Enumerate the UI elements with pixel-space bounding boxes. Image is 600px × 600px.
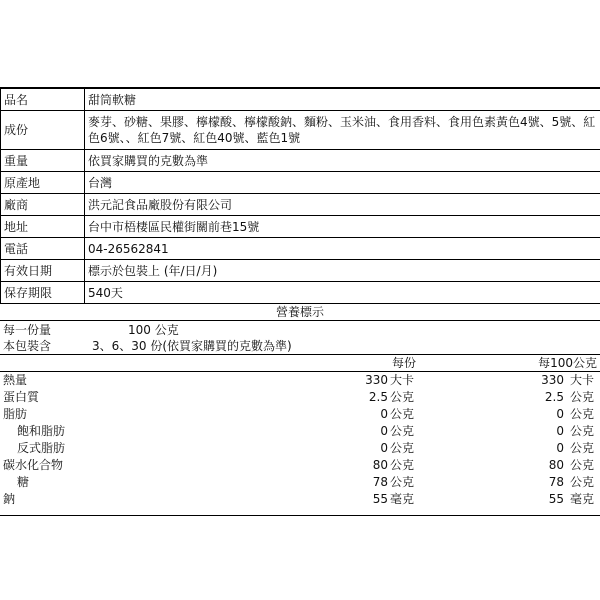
nutrient-per-100g: 55 (548, 492, 564, 506)
nutrient-per-100g: 78 (548, 475, 564, 489)
nutrient-name: 糖 (17, 475, 30, 489)
nutrition-row (0, 389, 600, 406)
nutrient-unit-per-serving: 公克 (390, 475, 415, 489)
nutrition-row (0, 474, 600, 491)
nutrient-name: 飽和脂肪 (17, 424, 66, 438)
nutrient-unit-per-100g: 公克 (570, 441, 595, 455)
product-info-label: 保存期限 (1, 282, 85, 304)
product-info-row (1, 89, 600, 111)
product-info-label: 品名 (1, 89, 85, 111)
nutrient-name: 熱量 (3, 373, 28, 387)
product-info-value: 甜筒軟糖 (85, 89, 600, 111)
nutrient-per-100g: 330 (541, 373, 564, 387)
nutrient-per-100g: 2.5 (544, 390, 564, 404)
product-info-label: 地址 (1, 216, 85, 238)
nutrient-unit-per-100g: 公克 (570, 475, 595, 489)
serving-info (0, 321, 600, 355)
nutrient-unit-per-serving: 毫克 (390, 492, 415, 506)
nutrient-unit-per-serving: 公克 (390, 390, 415, 404)
nutrition-row (0, 406, 600, 423)
product-info-value: 540天 (85, 282, 600, 304)
nutrient-per-serving: 0 (380, 407, 388, 421)
serving-size-value: 100 公克 (128, 323, 179, 337)
nutrient-per-100g: 0 (556, 407, 564, 421)
nutrient-per-serving: 330 (365, 373, 388, 387)
nutrient-unit-per-serving: 公克 (390, 424, 415, 438)
nutrition-row (0, 491, 600, 508)
nutrient-per-serving: 0 (380, 424, 388, 438)
nutrient-name: 蛋白質 (3, 390, 40, 404)
product-info-row (1, 260, 600, 282)
column-per-100g: 每100公克 (538, 356, 597, 370)
nutrient-unit-per-serving: 大卡 (390, 373, 415, 387)
product-info-value: 台中市梧棲區民權街關前巷15號 (85, 216, 600, 238)
nutrition-row (0, 423, 600, 440)
product-info-row (1, 150, 600, 172)
servings-label: 本包裝含 (3, 339, 52, 353)
product-info-label: 有效日期 (1, 260, 85, 282)
product-info-value: 標示於包裝上 (年/日/月) (85, 260, 600, 282)
nutrition-column-headers (0, 355, 600, 372)
product-info-value: 麥芽、砂糖、果膠、檸檬酸、檸檬酸鈉、麵粉、玉米油、食用香料、食用色素黃色4號、5號、紅色6號、、紅色7號、紅色40號、藍色1號 (85, 111, 600, 150)
product-info-value: 04-26562841 (85, 238, 600, 260)
column-per-serving: 每份 (391, 356, 416, 370)
nutrient-unit-per-100g: 公克 (570, 424, 595, 438)
nutrient-unit-per-serving: 公克 (390, 407, 415, 421)
nutrient-per-serving: 2.5 (368, 390, 388, 404)
nutrient-unit-per-100g: 公克 (570, 458, 595, 472)
nutrient-name: 脂肪 (3, 407, 28, 421)
nutrient-unit-per-100g: 大卡 (570, 373, 595, 387)
nutrient-unit-per-100g: 公克 (570, 390, 595, 404)
nutrient-per-serving: 78 (372, 475, 388, 489)
serving-size-label: 每一份量 (3, 323, 52, 337)
product-info-row (1, 172, 600, 194)
nutrient-per-100g: 0 (556, 424, 564, 438)
nutrient-unit-per-100g: 毫克 (570, 492, 595, 506)
servings-value: 3、6、30 份(依買家購買的克數為準) (92, 339, 292, 353)
nutrient-unit-per-serving: 公克 (390, 458, 415, 472)
product-info-label: 重量 (1, 150, 85, 172)
nutrition-row (0, 457, 600, 474)
nutrient-per-100g: 0 (556, 441, 564, 455)
nutrition-title: 營養標示 (0, 304, 600, 321)
nutrition-rows (0, 372, 600, 508)
product-info-value: 台灣 (85, 172, 600, 194)
nutrient-per-serving: 55 (372, 492, 388, 506)
product-info-row (1, 282, 600, 304)
nutrient-per-serving: 0 (380, 441, 388, 455)
nutrient-unit-per-serving: 公克 (390, 441, 415, 455)
nutrient-per-serving: 80 (372, 458, 388, 472)
product-info-value: 洪元記食品廠股份有限公司 (85, 194, 600, 216)
nutrient-name: 反式脂肪 (17, 441, 66, 455)
nutrition-row (0, 372, 600, 389)
product-info-label: 廠商 (1, 194, 85, 216)
nutrition-row (0, 440, 600, 457)
product-info-row (1, 111, 600, 150)
product-info-label: 原產地 (1, 172, 85, 194)
nutrient-name: 鈉 (3, 492, 16, 506)
product-info-row (1, 238, 600, 260)
product-info-row (1, 216, 600, 238)
product-info-value: 依買家購買的克數為準 (85, 150, 600, 172)
product-label-sheet (0, 87, 600, 516)
product-info-label: 電話 (1, 238, 85, 260)
product-info-row (1, 194, 600, 216)
product-info-label: 成份 (1, 111, 85, 150)
nutrient-per-100g: 80 (548, 458, 564, 472)
nutrient-unit-per-100g: 公克 (570, 407, 595, 421)
nutrient-name: 碳水化合物 (3, 458, 64, 472)
product-info-table (0, 88, 600, 304)
